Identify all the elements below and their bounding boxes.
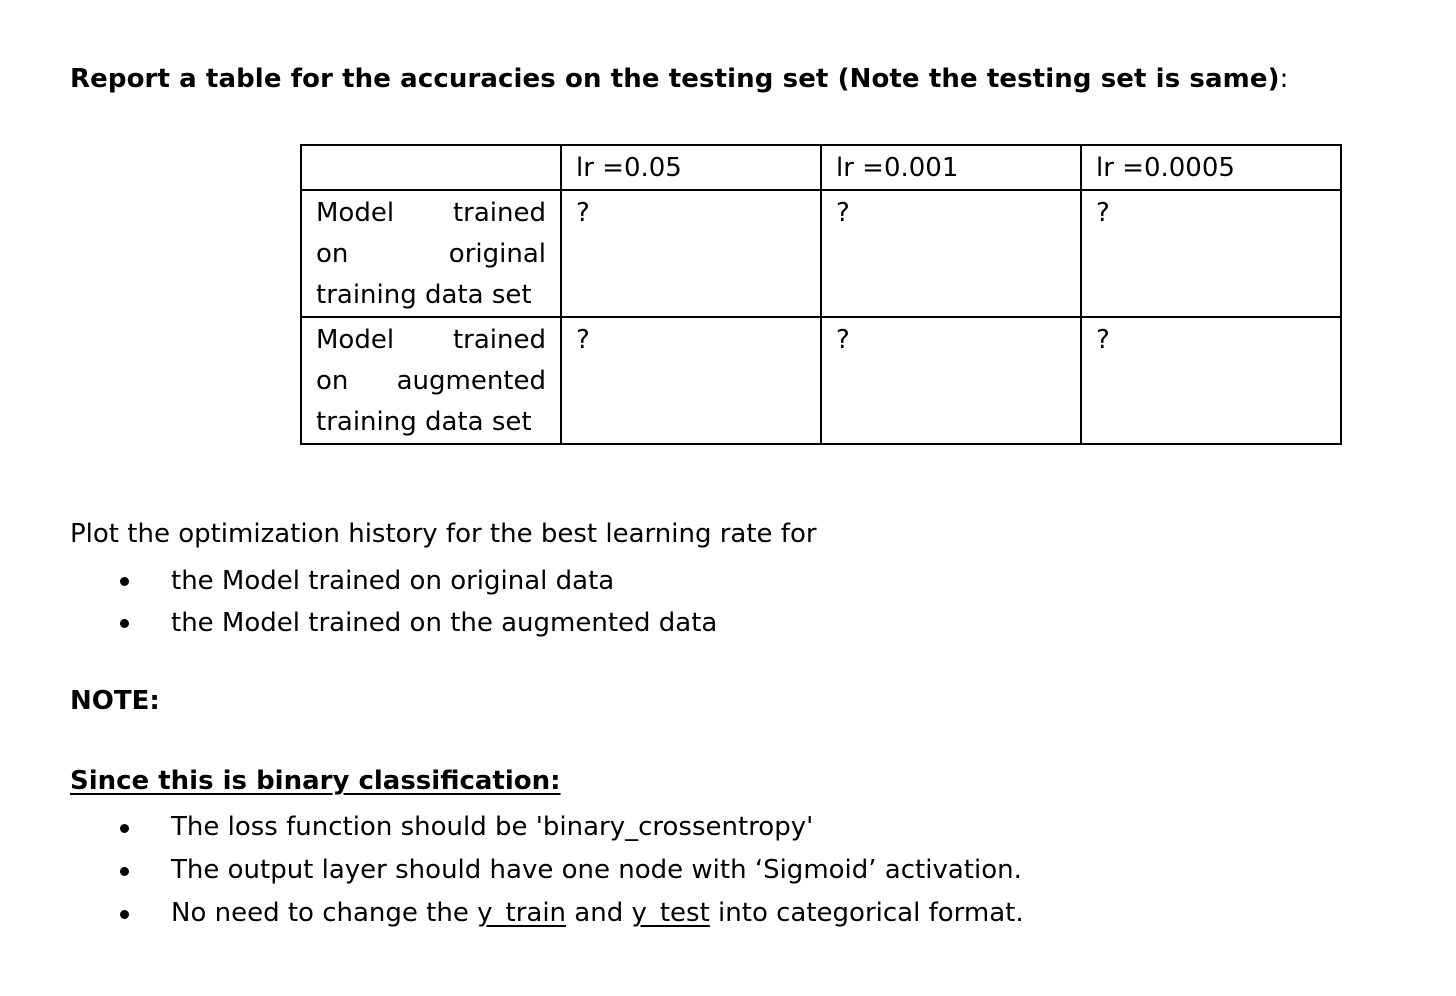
- table-cell: ?: [561, 190, 821, 317]
- bullet-icon: [120, 824, 129, 833]
- row-label-line: on augmented: [316, 366, 546, 396]
- table-row-original: [301, 190, 1341, 317]
- table-cell: ?: [821, 317, 1081, 444]
- y-train-term: y_train: [477, 898, 567, 928]
- note-bullet-list: [70, 806, 1024, 935]
- row-label-line: training data set: [316, 280, 532, 310]
- list-item: [70, 892, 1024, 935]
- table-header-cell-empty: [301, 145, 561, 190]
- plot-bullet-list: [70, 560, 717, 644]
- bullet-icon: [120, 867, 129, 876]
- note-label: NOTE:: [70, 686, 160, 716]
- report-heading: [70, 64, 1288, 94]
- table-header-cell-lr-0.001: lr =0.001: [821, 145, 1081, 190]
- list-item-text: The output layer should have one node with ‘Sigmoid’ activation.: [171, 855, 1022, 885]
- table-header-cell-lr-0.0005: lr =0.0005: [1081, 145, 1341, 190]
- table-cell: ?: [1081, 317, 1341, 444]
- report-heading-text: Report a table for the accuracies on the testing set (Note the testing set is same): [70, 64, 1280, 94]
- table-header-row: [301, 145, 1341, 190]
- categorical-prefix: No need to change the: [171, 898, 478, 928]
- list-item: [70, 560, 717, 602]
- categorical-suffix: into categorical format.: [709, 898, 1024, 928]
- list-item: [70, 602, 717, 644]
- row-label-line: Model trained: [316, 198, 546, 228]
- table-cell: ?: [821, 190, 1081, 317]
- list-item-text: the Model trained on original data: [171, 566, 615, 596]
- row-label-augmented: [301, 317, 561, 444]
- row-label-line: Model trained: [316, 325, 546, 355]
- list-item-text: The loss function should be 'binary_crossentropy': [171, 812, 814, 842]
- categorical-middle: and: [566, 898, 632, 928]
- y-test-term: y_test: [631, 898, 710, 928]
- report-heading-colon: :: [1279, 64, 1289, 94]
- row-label-line: training data set: [316, 407, 532, 437]
- list-item: [70, 849, 1024, 892]
- table-cell: ?: [561, 317, 821, 444]
- list-item: [70, 806, 1024, 849]
- table-cell: ?: [1081, 190, 1341, 317]
- plot-intro-text: Plot the optimization history for the best learning rate for: [70, 519, 817, 549]
- note-subheading: Since this is binary classification:: [70, 766, 561, 796]
- table-header-cell-lr-0.05: lr =0.05: [561, 145, 821, 190]
- row-label-line: on original: [316, 239, 546, 269]
- list-item-text: the Model trained on the augmented data: [171, 608, 718, 638]
- bullet-icon: [120, 619, 129, 628]
- accuracy-table: [300, 144, 1342, 445]
- row-label-original: [301, 190, 561, 317]
- bullet-icon: [120, 577, 129, 586]
- bullet-icon: [120, 910, 129, 919]
- table-row-augmented: [301, 317, 1341, 444]
